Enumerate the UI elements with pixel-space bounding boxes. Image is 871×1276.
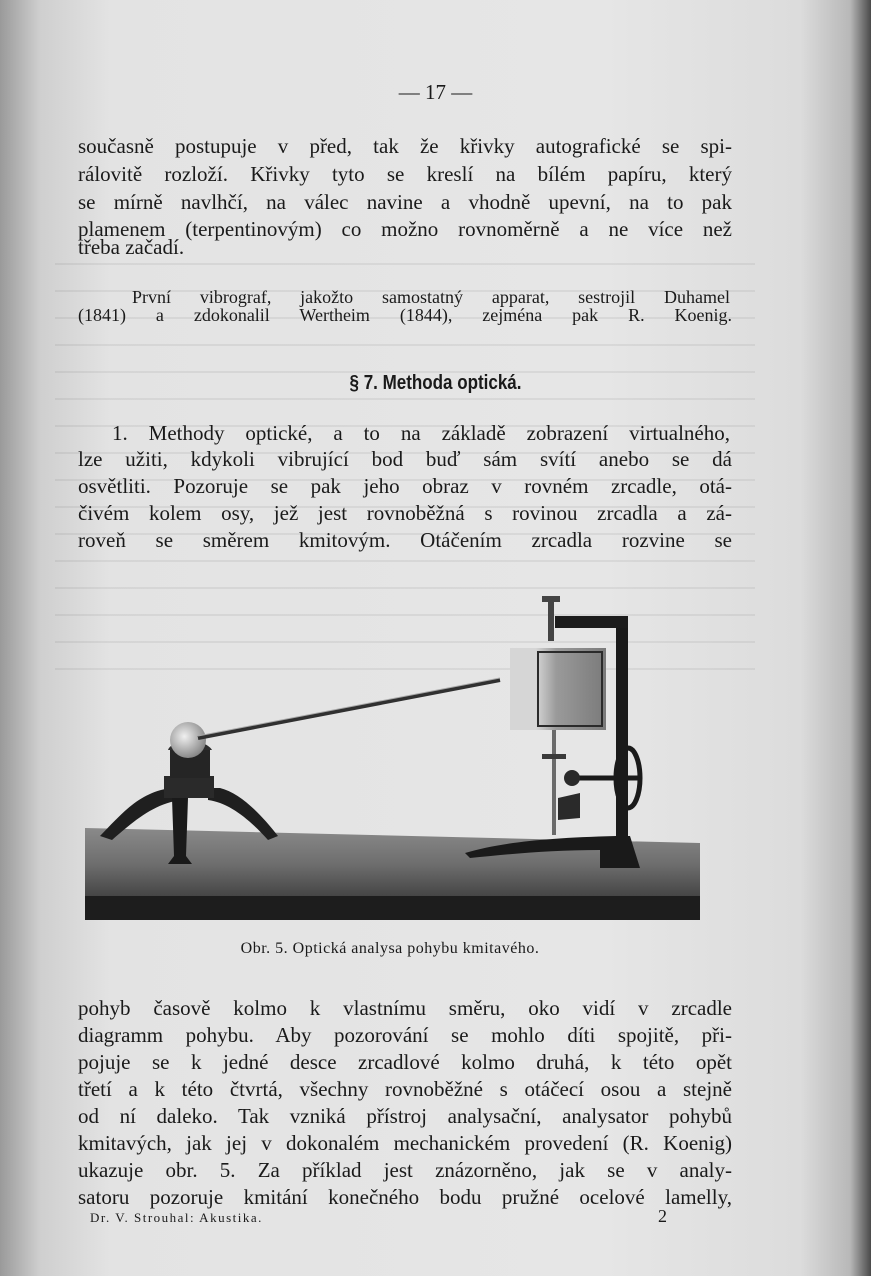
text-line: roveň se směrem kmitovým. Otáčením zrcadla rozvine se bbox=[78, 528, 732, 552]
text-line: ukazuje obr. 5. Za příklad jest znázorněno, jak se v analy- bbox=[78, 1158, 732, 1182]
text-line: pohyb časově kolmo k vlastnímu směru, oko vidí v zrcadle bbox=[78, 996, 732, 1020]
page-number: — 17 — bbox=[398, 80, 473, 104]
text-line: (1841) a zdokonalil Wertheim (1844), zejména pak R. Koenig. bbox=[78, 305, 732, 325]
mirror-analyzer bbox=[465, 596, 640, 868]
footer-author-title: Dr. V. Strouhal: Akustika. bbox=[90, 1210, 263, 1225]
text-line: pojuje se k jedné desce zrcadlové kolmo druhá, k této opět bbox=[78, 1050, 732, 1074]
steel-lamella bbox=[198, 680, 500, 738]
figure-analyzer-photo bbox=[80, 588, 705, 928]
text-line: kmitavých, jak jej v dokonalém mechanickém provedení (R. Koenig) bbox=[78, 1131, 732, 1155]
text-line: lze užiti, kdykoli vibrující bod buď sám svítí anebo se dá bbox=[78, 447, 732, 471]
signature-mark: 2 bbox=[658, 1206, 667, 1226]
board-edge bbox=[85, 896, 700, 920]
text-line: 1. Methody optické, a to na základě zobrazení virtualného, bbox=[112, 421, 730, 445]
text-line: současně postupuje v před, tak že křivky autografické se spi- bbox=[78, 134, 732, 158]
text-line: třetí a k této čtvrtá, všechny rovnoběžné s otáčecí osou a stejně bbox=[78, 1077, 732, 1101]
text-line: se mírně navlhčí, na válec navine a vhodně upevní, na to pak bbox=[78, 190, 732, 214]
text-line: čivém kolem osy, jež jest rovnoběžná s rovinou zrcadla a zá- bbox=[78, 501, 732, 525]
section-heading: § 7. Methoda optická. bbox=[349, 372, 522, 394]
text-line: od ní daleko. Tak vzniká přístroj analysační, analysator pohybů bbox=[78, 1104, 732, 1128]
text-line: plamenem (terpentinovým) co možno rovnoměrně a ne více než bbox=[78, 217, 732, 241]
text-line: satoru pozoruje kmitání konečného bodu pružné ocelové lamelly, bbox=[78, 1185, 732, 1209]
glass-ball bbox=[170, 722, 206, 758]
text-line: První vibrograf, jakožto samostatný apparat, sestrojil Duhamel bbox=[132, 287, 730, 307]
text-line: diagramm pohybu. Aby pozorování se mohlo díti spojitě, při- bbox=[78, 1023, 732, 1047]
text-line: osvětliti. Pozoruje se pak jeho obraz v rovném zrcadle, otá- bbox=[78, 474, 732, 498]
text-line: třeba začadí. bbox=[78, 235, 185, 259]
figure-caption: Obr. 5. Optická analysa pohybu kmitavého. bbox=[240, 940, 540, 957]
text-line: rálovitě rozloží. Křivky tyto se kreslí na bílém papíru, který bbox=[78, 162, 732, 186]
